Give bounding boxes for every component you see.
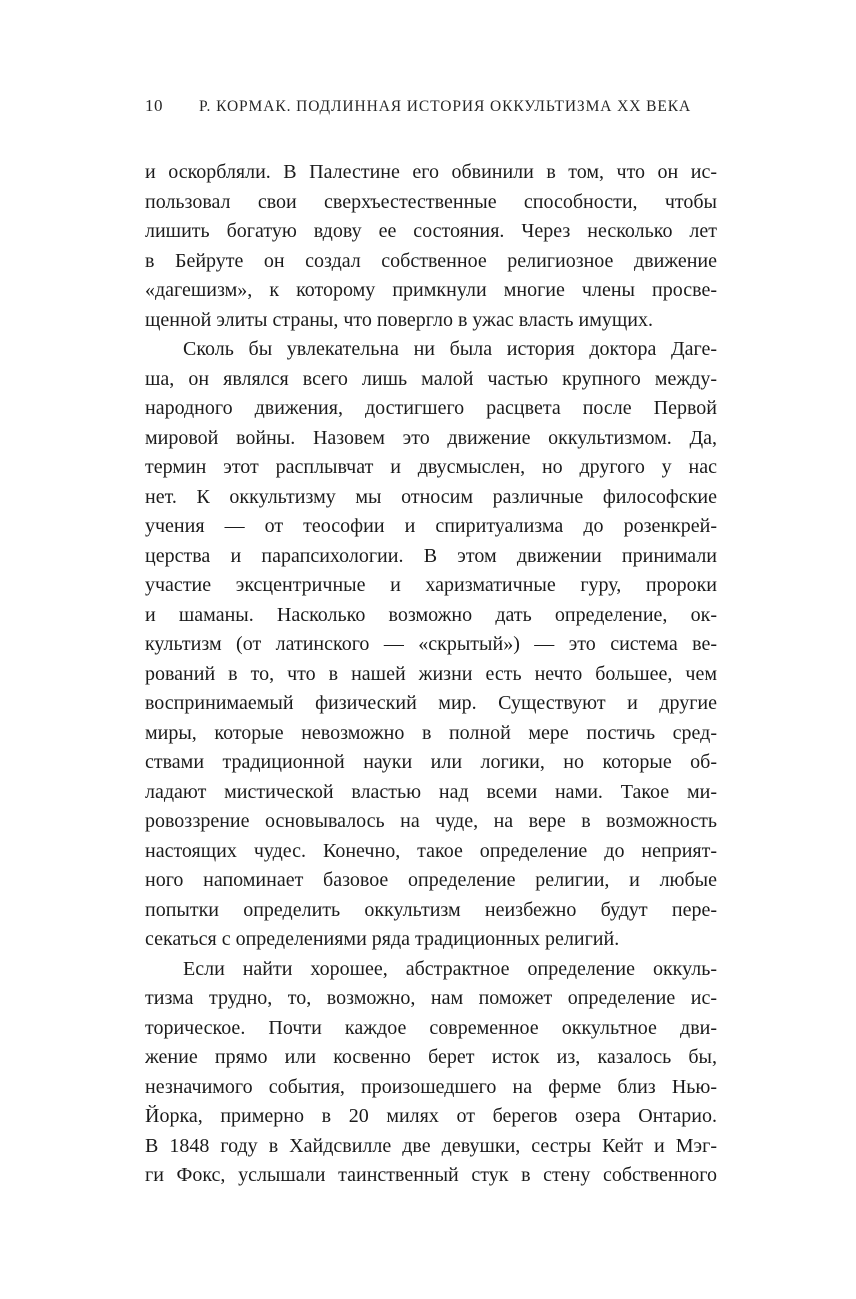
text-line: щенной элиты страны, что повергло в ужас власть имущих. — [145, 308, 653, 331]
text-line: В 1848 году в Хайдсвилле две девушки, сестры Кейт и Мэг- — [145, 1134, 717, 1157]
text-line: культизм (от латинского — «скрытый») — это система ве- — [145, 633, 717, 655]
text-line: и шаманы. Насколько возможно дать определение, ок- — [145, 603, 717, 626]
text-line: секаться с определениями ряда традиционных религий. — [145, 928, 620, 950]
text-line: Если найти хорошее, абстрактное определение оккуль- — [183, 957, 717, 980]
text-line: термин этот расплывчат и двусмыслен, но другого у нас — [145, 456, 717, 478]
text-line: рований в то, что в нашей жизни есть нечто большее, чем — [145, 662, 717, 685]
text-line: и оскорбляли. В Палестине его обвинили в том, что он ис- — [145, 161, 717, 183]
page-number: 10 — [145, 96, 163, 115]
running-header — [145, 96, 717, 116]
paragraph — [145, 955, 717, 1191]
text-line: мировой войны. Назовем это движение оккультизмом. Да, — [145, 426, 717, 449]
body-text — [145, 158, 717, 1191]
text-line: настоящих чудес. Конечно, такое определение до неприят- — [145, 839, 717, 862]
text-line: ги Фокс, услышали таинственный стук в стену собственного — [145, 1164, 717, 1186]
text-line: ного напоминает базовое определение религии, и любые — [145, 869, 717, 891]
text-line: «дагешизм», к которому примкнули многие члены просве- — [145, 279, 717, 301]
text-line: ладают мистической властью над всеми нами. Такое ми- — [145, 780, 717, 803]
text-line: воспринимаемый физический мир. Существуют и другие — [145, 692, 717, 714]
text-line: ша, он являлся всего лишь малой частью крупного между- — [145, 367, 717, 390]
text-line: торическое. Почти каждое современное оккультное дви- — [145, 1016, 717, 1039]
text-line: ствами традиционной науки или логики, но которые об- — [145, 751, 717, 773]
text-line: незначимого события, произошедшего на ферме близ Нью- — [145, 1075, 717, 1098]
text-line: нет. К оккультизму мы относим различные философские — [145, 485, 717, 508]
text-line: попытки определить оккультизм неизбежно будут пере- — [145, 898, 717, 921]
text-line: в Бейруте он создал собственное религиозное движение — [145, 249, 717, 272]
running-header-title: Р. КОРМАК. ПОДЛИННАЯ ИСТОРИЯ ОККУЛЬТИЗМА XX ВЕКА — [198, 98, 692, 115]
paragraph — [145, 335, 717, 955]
text-line: пользовал свои сверхъестественные способности, чтобы — [145, 190, 717, 213]
text-line: учения — от теософии и спиритуализма до розенкрей- — [145, 515, 717, 537]
text-line: ровоззрение основывалось на чуде, на вере в возможность — [145, 810, 717, 832]
text-line: жение прямо или косвенно берет исток из, казалось бы, — [145, 1046, 717, 1068]
text-line: участие эксцентричные и харизматичные гуру, пророки — [145, 574, 717, 596]
text-line: Йорка, примерно в 20 милях от берегов озера Онтарио. — [145, 1105, 717, 1127]
text-line: Сколь бы увлекательна ни была история доктора Даге- — [183, 338, 717, 360]
text-line: лишить богатую вдову ее состояния. Через несколько лет — [145, 220, 717, 242]
text-line: миры, которые невозможно в полной мере постичь сред- — [145, 721, 717, 744]
paragraph — [145, 158, 717, 335]
text-line: тизма трудно, то, возможно, нам поможет определение ис- — [145, 987, 717, 1009]
text-line: церства и парапсихологии. В этом движении принимали — [145, 544, 717, 567]
text-line: народного движения, достигшего расцвета после Первой — [145, 397, 717, 419]
